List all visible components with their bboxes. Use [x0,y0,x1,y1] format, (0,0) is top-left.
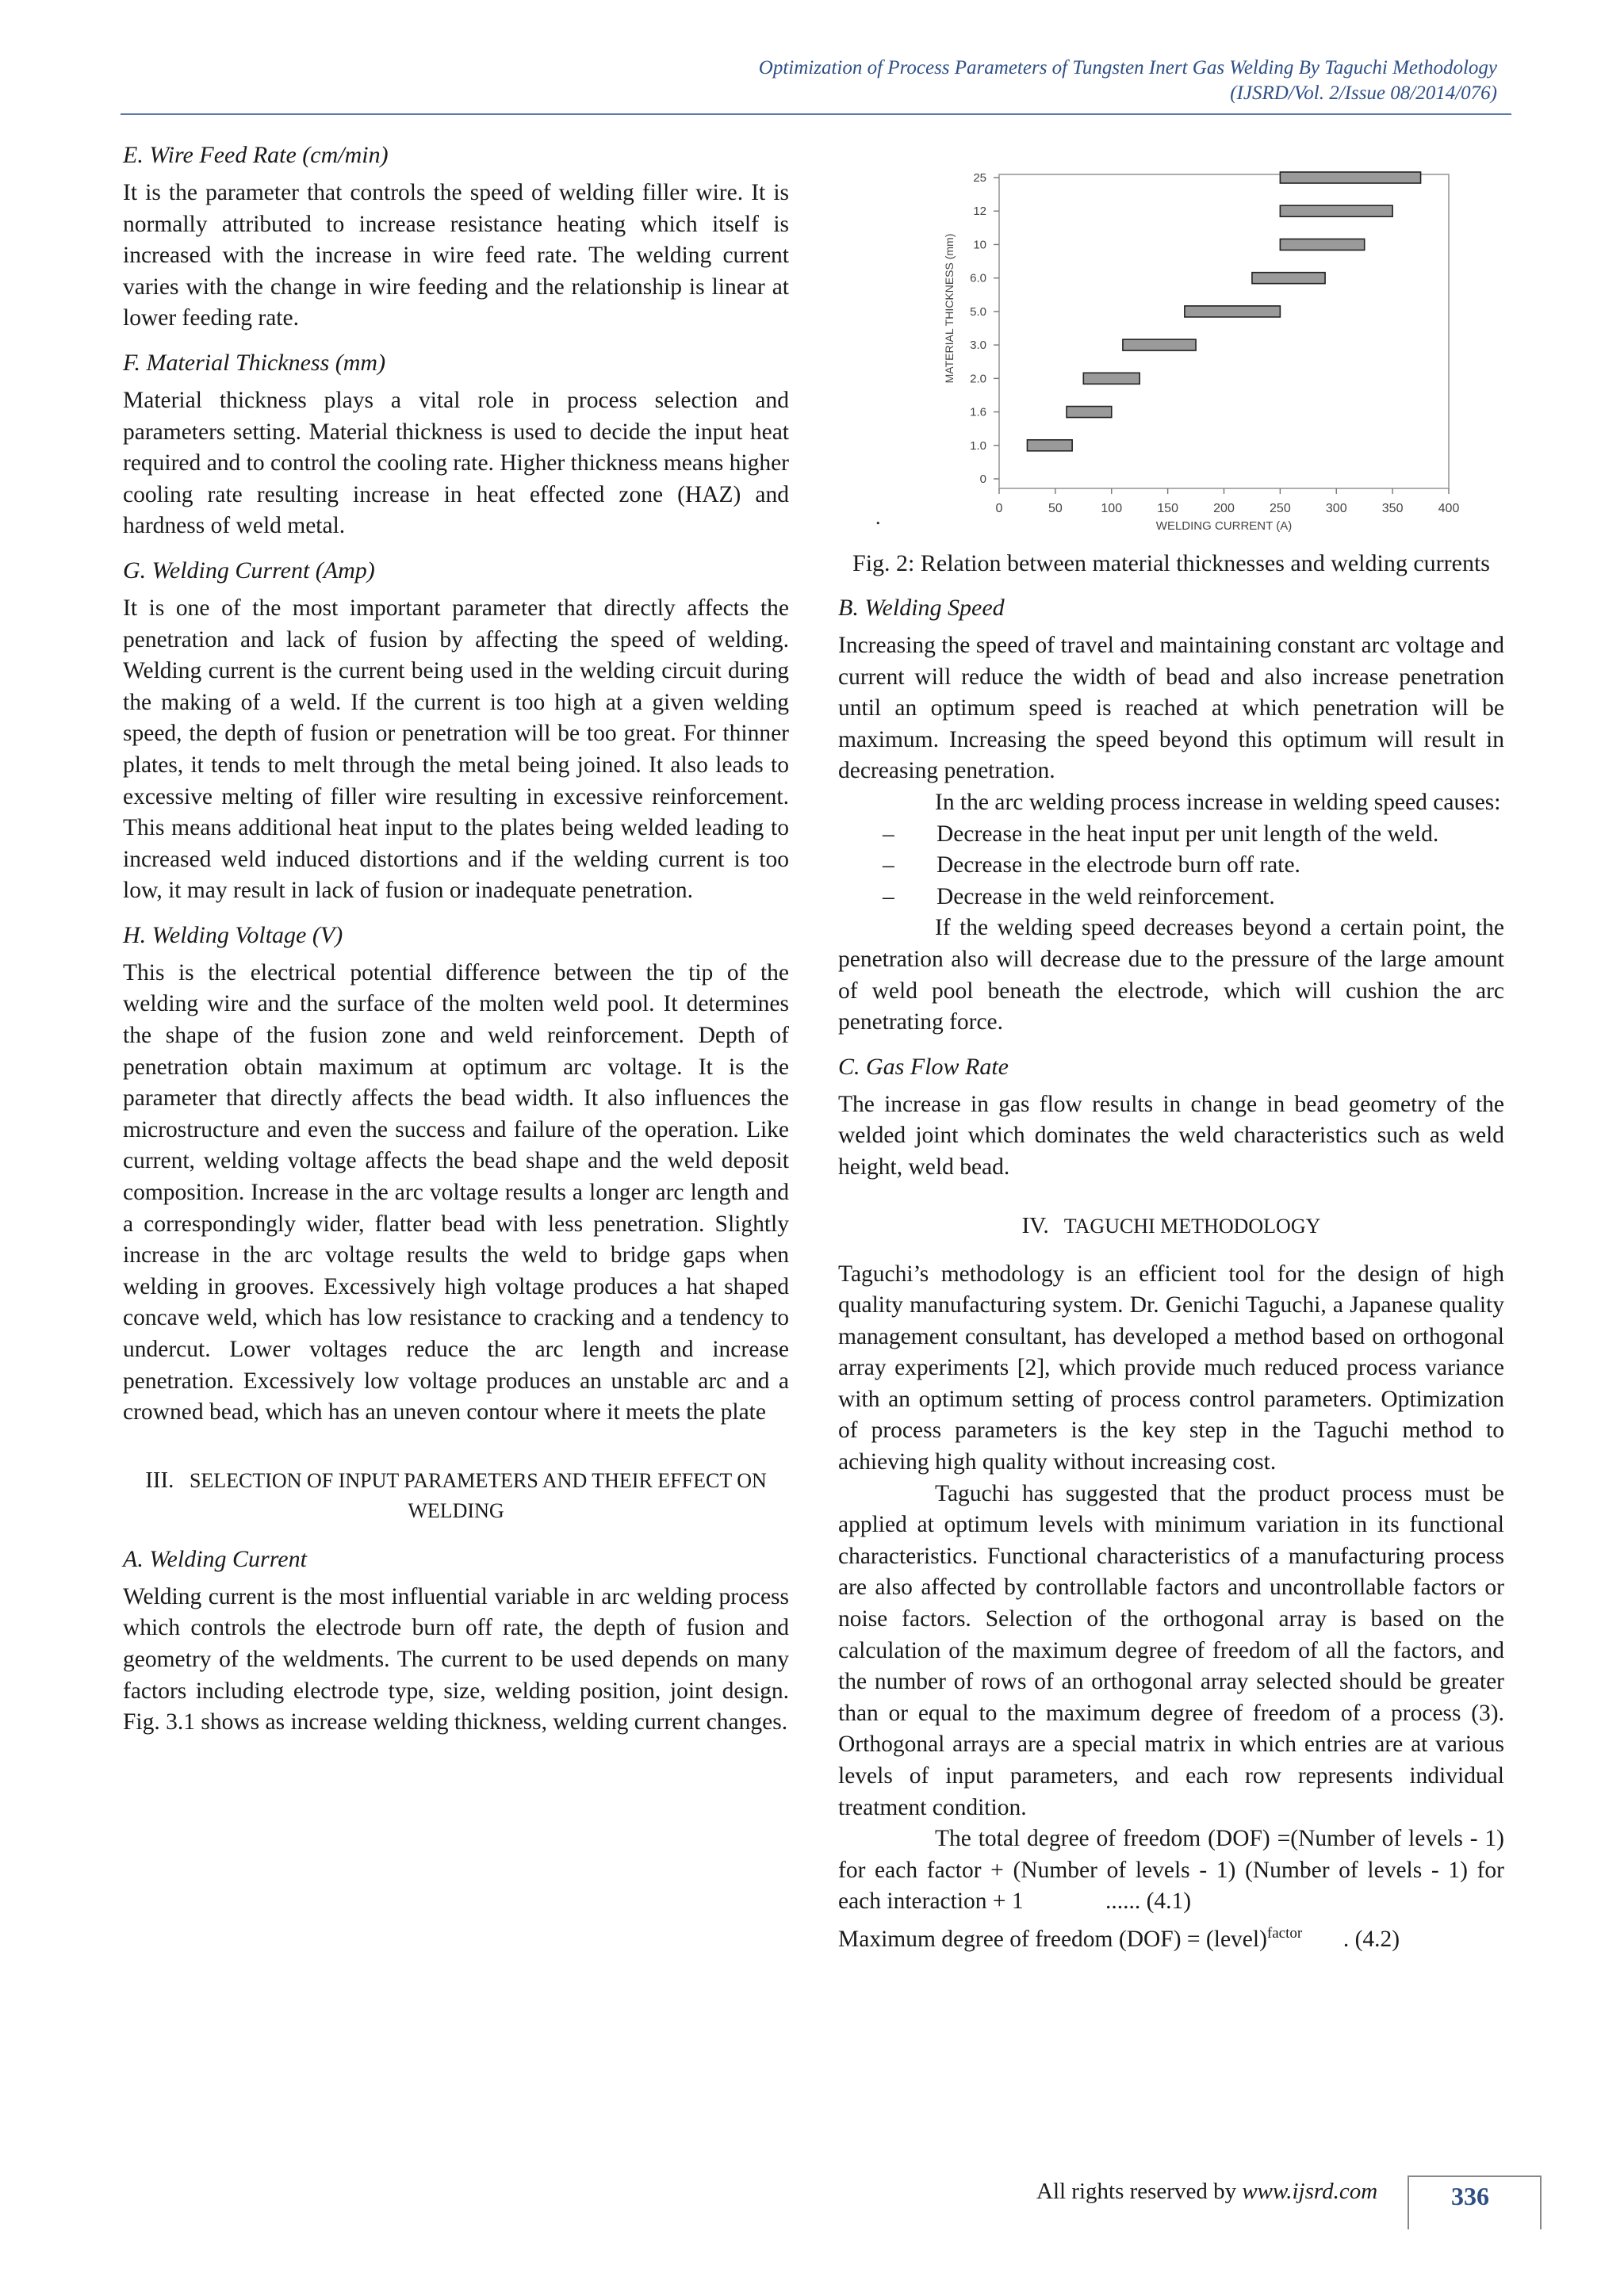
section-heading-iii [123,1465,789,1526]
paragraph-welding-current: It is one of the most important parameter that directly affects the penetration and lack of fusion by affecting the speed of welding. Welding current is the current being used in the welding circuit during the making of a weld. If the current is too high at a given welding speed, the depth of fusion or penetration will be too great. For thinner plates, it tends to melt through the metal being joined. It also leads to excessive melting of filler wire resulting in excessive reinforcement. This means additional heat input to the plates being welded leading to increased weld induced distortions and if the welding current is too low, it may result in lack of fusion or inadequate penetration. [123,595,789,904]
y-tick-label: 12 [973,205,986,219]
equation-4-2-line [838,1918,1504,1955]
range-bar [1280,205,1392,216]
subsection-material-thickness: F. Material Thickness (mm) [123,349,386,376]
paragraph-welding-speed-2: In the arc welding process increase in welding speed causes: [935,789,1501,815]
paragraph-a-welding-current: Welding current is the most influential variable in arc welding process which controls the electrode burn off rate, the depth of fusion and geometry of the weldments. The current to be used depends on many factors including electrode type, size, welding position, joint design. Fig. 3.1 shows as increase welding thickness, welding current changes. [123,1583,789,1735]
range-bar [1280,172,1420,183]
header-journal: (IJSRD/Vol. 2/Issue 08/2014/076) [1230,82,1497,104]
paragraph-wire-feed-rate: It is the parameter that controls the speed of welding filler wire. It is normally attributed to increase resistance heating which itself is increased with the increase in wire feed rate. The welding current varies with the change in wire feeding and the relationship is linear at lower feeding rate. [123,180,789,331]
effects-list [838,819,1504,913]
dof-text: The total degree of freedom (DOF) =(Number of levels - 1) for each factor + (Number of levels - 1) (Number of levels - 1) for each interaction + 1 [838,1826,1504,1915]
range-bar [1067,407,1112,418]
y-tick-label: 25 [973,171,986,185]
range-bar [1123,339,1196,350]
figure-2 [838,140,1504,540]
right-column [838,140,1504,1955]
paragraph-welding-voltage: This is the electrical potential difference between the tip of the welding wire and the surface of the molten weld pool. It determines the shape of the fusion zone and weld reinforcement. Depth of penetration obtain maximum at optimum arc voltage. It is the parameter that directly affects the bead width. It also influences the microstructure and even the success and failure of the operation. Like current, welding voltage affects the bead shape and the weld deposit composition. Increase in the arc voltage results a longer arc length and a correspondingly wider, flatter bead with less penetration. Slightly increase in the arc voltage results the weld to bridge gaps when welding in grooves. Excessively high voltage produces a hat shaped concave weld, which has low resistance to cracking and a tendency to undercut. Lower voltages reduce the arc length and increase penetration. Excessively low voltage produces an unstable arc and a crowned bead, which has an uneven contour where it meets the plate [123,959,789,1425]
range-bar [1083,373,1139,384]
running-header [759,55,1497,106]
section-number: IV. [1021,1212,1049,1238]
list-item-text: Decrease in the weld reinforcement. [936,883,1275,909]
section-title: SELECTION OF INPUT PARAMETERS AND THEIR EFFECT ON WELDING [189,1468,767,1522]
page-number: 336 [1451,2182,1489,2210]
y-tick-label: 2.0 [970,372,986,386]
header-rule [121,113,1511,115]
paragraph-taguchi-2: Taguchi has suggested that the product process must be applied at optimum levels with minimum variation in its functional characteristics. Functional characteristics of a manufacturing process are also affected by controllable factors and uncontrollable factors or noise factors. Selection of the orthogonal array is based on the calculation of the maximum degree of freedom of all the factors, and the number of rows of an orthogonal array selected should be greater than or equal to the maximum degree of freedom of a process (3). Orthogonal arrays are a special matrix in which entries are at various levels of input parameters, and each row represents individual treatment condition. [838,1480,1504,1820]
subsection-welding-voltage: H. Welding Voltage (V) [123,921,343,948]
y-tick-label: 1.0 [970,438,986,453]
subsection-gas-flow-rate: C. Gas Flow Rate [838,1053,1009,1080]
x-tick-label: 400 [1438,502,1460,515]
x-tick-label: 150 [1157,502,1178,515]
footer-rights [1036,2179,1377,2205]
footer-site-link[interactable]: www.ijsrd.com [1242,2179,1378,2204]
range-bar [1027,440,1072,451]
paragraph-gas-flow-rate: The increase in gas flow results in change in bead geometry of the welded joint which dominates the weld characteristics such as weld height, weld bead. [838,1091,1504,1180]
y-tick-label: 5.0 [970,304,986,319]
x-axis-label: WELDING CURRENT (A) [1155,519,1293,533]
range-bar [1185,306,1280,317]
y-tick-label: 1.6 [970,405,986,419]
equation-4-1: ...... (4.1) [1105,1888,1192,1915]
list-item-text: Decrease in the electrode burn off rate. [936,852,1300,878]
x-tick-label: 0 [995,502,1003,515]
figure-dot: . [875,506,881,529]
header-title: Optimization of Process Parameters of Tungsten Inert Gas Welding By Taguchi Methodology [758,57,1497,78]
figure-caption: Fig. 2: Relation between material thicknesses and welding currents [852,550,1490,576]
dash-bullet: – [883,821,894,847]
paragraph-welding-speed-1: Increasing the speed of travel and maintaining constant arc voltage and current will reduce the width of bead and also increase penetration until an optimum speed is reached at which penetration will be maximum. Increasing the speed beyond this optimum will result in decreasing penetration. [838,633,1504,784]
x-tick-label: 200 [1213,502,1235,515]
subsection-welding-speed: B. Welding Speed [838,595,1005,621]
y-tick-label: 10 [973,238,986,252]
range-bar [1252,273,1325,284]
paragraph-material-thickness: Material thickness plays a vital role in process selection and parameters setting. Material thickness is used to decide the input heat required and to control the cooling rate. Higher thickness means higher cooling rate resulting increase in heat effected zone (HAZ) and hardness of weld metal. [123,387,789,539]
range-bar [1280,239,1364,250]
list-item [838,819,1504,851]
subsection-wire-feed-rate: E. Wire Feed Rate (cm/min) [123,142,389,168]
x-tick-label: 250 [1270,502,1291,515]
paragraph-taguchi-1: Taguchi’s methodology is an efficient tool for the design of high quality manufacturing system. Dr. Genichi Taguchi, a Japanese quality management consultant, has developed a method based on orthogonal array experiments [2], which provide much reduced process variance with an optimum setting of process control parameters. Optimization of process parameters is the key step in the Taguchi method to achieving high quality without increasing cost. [838,1261,1504,1475]
footer-rights-text: All rights reserved by [1036,2179,1243,2204]
equation-superscript: factor [1266,1924,1303,1942]
subsection-a-welding-current: A. Welding Current [123,1545,307,1572]
section-heading-iv [838,1211,1504,1242]
paragraph-welding-speed-3: If the welding speed decreases beyond a certain point, the penetration also will decrease due to the pressure of the large amount of weld pool beneath the electrode, which will cushion the arc penetrating force. [838,915,1504,1035]
section-title: TAGUCHI METHODOLOGY [1063,1214,1321,1238]
paragraph-taguchi-3 [838,1823,1504,1918]
section-number: III. [145,1467,174,1493]
x-tick-label: 300 [1325,502,1347,515]
list-item-text: Decrease in the heat input per unit length of the weld. [936,821,1439,847]
y-tick-label: 6.0 [970,271,986,285]
subsection-welding-current: G. Welding Current (Amp) [123,557,375,584]
dash-bullet: – [883,852,894,878]
left-column [123,140,789,1751]
equation-4-2-text: Maximum degree of freedom (DOF) = (level) [838,1926,1267,1952]
x-tick-label: 100 [1101,502,1123,515]
thickness-current-chart [838,140,1504,540]
y-tick-label: 0 [979,473,986,486]
dash-bullet: – [883,883,894,909]
equation-4-2-number: . (4.2) [1342,1926,1400,1952]
list-item [838,882,1504,913]
list-item [838,850,1504,882]
x-tick-label: 50 [1048,502,1063,515]
y-axis-label: MATERIAL THICKNESS (mm) [943,233,956,384]
y-tick-label: 3.0 [970,339,986,353]
x-tick-label: 350 [1381,502,1404,515]
